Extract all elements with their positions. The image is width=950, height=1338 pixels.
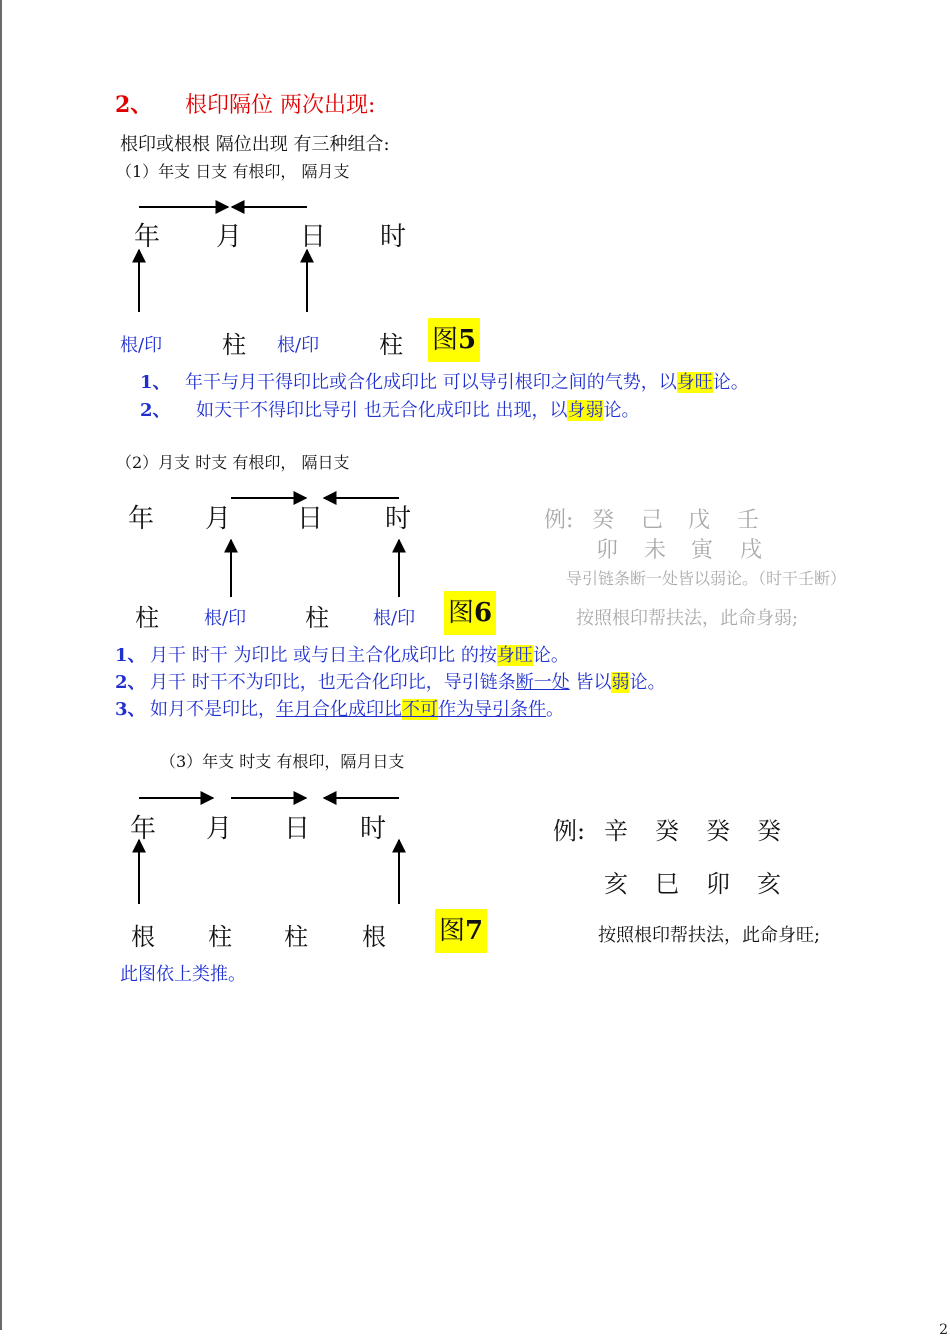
page-border — [0, 0, 2, 1330]
case2-heading: （2）月支 时支 有根印， 隔日支 — [116, 453, 350, 472]
case3-example-branch-4: 亥 — [757, 870, 781, 898]
case3-example-branch-2: 巳 — [655, 870, 679, 898]
case3-example-stem-1: 辛 — [604, 817, 628, 845]
case3-example-stem-4: 癸 — [757, 817, 781, 845]
case2-example-stem-4: 壬 — [737, 508, 760, 533]
case1-note1: 年干与月干得印比或合化成印比 可以导引根印之间的气势，以身旺论。 — [185, 372, 749, 393]
case2-note1-num: 1、 — [115, 645, 146, 666]
case2-example-branch-2: 未 — [644, 538, 667, 563]
case2-note3-num: 3、 — [115, 699, 146, 720]
case3-label-day: 日 — [284, 814, 311, 844]
case1-note1-num: 1、 — [140, 372, 171, 393]
case2-example-branch-4: 戌 — [740, 538, 763, 563]
case2-bottom-root-2: 根/印 — [373, 608, 416, 629]
case3-footer: 此图依上类推。 — [120, 964, 246, 985]
case1-bottom-root-1: 根/印 — [120, 335, 163, 356]
case1-label-day: 日 — [300, 222, 327, 252]
case1-label-hour: 时 — [380, 222, 407, 252]
case2-bottom-pillar-2: 柱 — [305, 604, 329, 632]
case2-label-month: 月 — [205, 504, 232, 534]
case3-label-month: 月 — [206, 814, 233, 844]
case3-example-branch-1: 亥 — [604, 870, 628, 898]
case1-bottom-pillar-1: 柱 — [222, 331, 246, 359]
case1-label-year: 年 — [134, 222, 161, 252]
case1-bottom-root-2: 根/印 — [277, 335, 320, 356]
case3-label-year: 年 — [130, 814, 157, 844]
case3-bottom-pillar-2: 柱 — [284, 923, 308, 951]
case2-example-branch-1: 卯 — [596, 538, 619, 563]
case2-example-stem-3: 戊 — [688, 508, 711, 533]
case1-note2-num: 2、 — [140, 400, 171, 421]
page-number: 2 — [939, 1322, 948, 1338]
figure-7-label: 图7 — [435, 909, 487, 953]
case1-bottom-pillar-2: 柱 — [379, 331, 403, 359]
case1-note2: 如天干不得印比导引 也无合化成印比 出现，以身弱论。 — [196, 400, 640, 421]
case3-bottom-root-1: 根 — [131, 923, 155, 951]
case2-note2: 月干 时干不为印比，也无合化印比，导引链条断一处 皆以弱论。 — [150, 672, 666, 693]
case2-example-note: 导引链条断一处皆以弱论。（时干壬断） — [566, 569, 847, 588]
case2-example-stem-2: 己 — [641, 508, 664, 533]
case2-label-hour: 时 — [385, 504, 412, 534]
case2-bottom-root-1: 根/印 — [204, 608, 247, 629]
case2-note1: 月干 时干 为印比 或与日主合化成印比 的按身旺论。 — [150, 645, 569, 666]
case2-example-conclusion: 按照根印帮扶法，此命身弱; — [576, 608, 799, 629]
case3-bottom-root-2: 根 — [362, 923, 386, 951]
case2-label-year: 年 — [128, 504, 155, 534]
case3-label-hour: 时 — [360, 814, 387, 844]
case2-note3: 如月不是印比，年月合化成印比不可作为导引条件。 — [150, 699, 564, 720]
case3-example-stem-3: 癸 — [706, 817, 730, 845]
case2-example-prefix: 例: — [544, 508, 574, 533]
section-number: 2、 — [115, 92, 153, 118]
case3-heading: （3）年支 时支 有根印，隔月日支 — [160, 752, 405, 771]
case2-example-branch-3: 寅 — [691, 538, 714, 563]
case1-heading: （1）年支 日支 有根印， 隔月支 — [116, 162, 350, 181]
case2-label-day: 日 — [297, 504, 324, 534]
case3-example-prefix: 例: — [553, 817, 586, 845]
case2-bottom-pillar-1: 柱 — [135, 604, 159, 632]
case3-example-stem-2: 癸 — [655, 817, 679, 845]
figure-6-label: 图6 — [444, 591, 496, 635]
section-title: 根印隔位 两次出现: — [185, 93, 376, 118]
case3-example-conclusion: 按照根印帮扶法，此命身旺; — [598, 925, 821, 946]
case2-example-stem-1: 癸 — [592, 508, 615, 533]
intro-text: 根印或根根 隔位出现 有三种组合: — [120, 134, 390, 155]
case3-bottom-pillar-1: 柱 — [208, 923, 232, 951]
case2-note2-num: 2、 — [115, 672, 146, 693]
case1-label-month: 月 — [216, 222, 243, 252]
figure-5-label: 图5 — [428, 318, 480, 362]
case3-example-branch-3: 卯 — [706, 870, 730, 898]
